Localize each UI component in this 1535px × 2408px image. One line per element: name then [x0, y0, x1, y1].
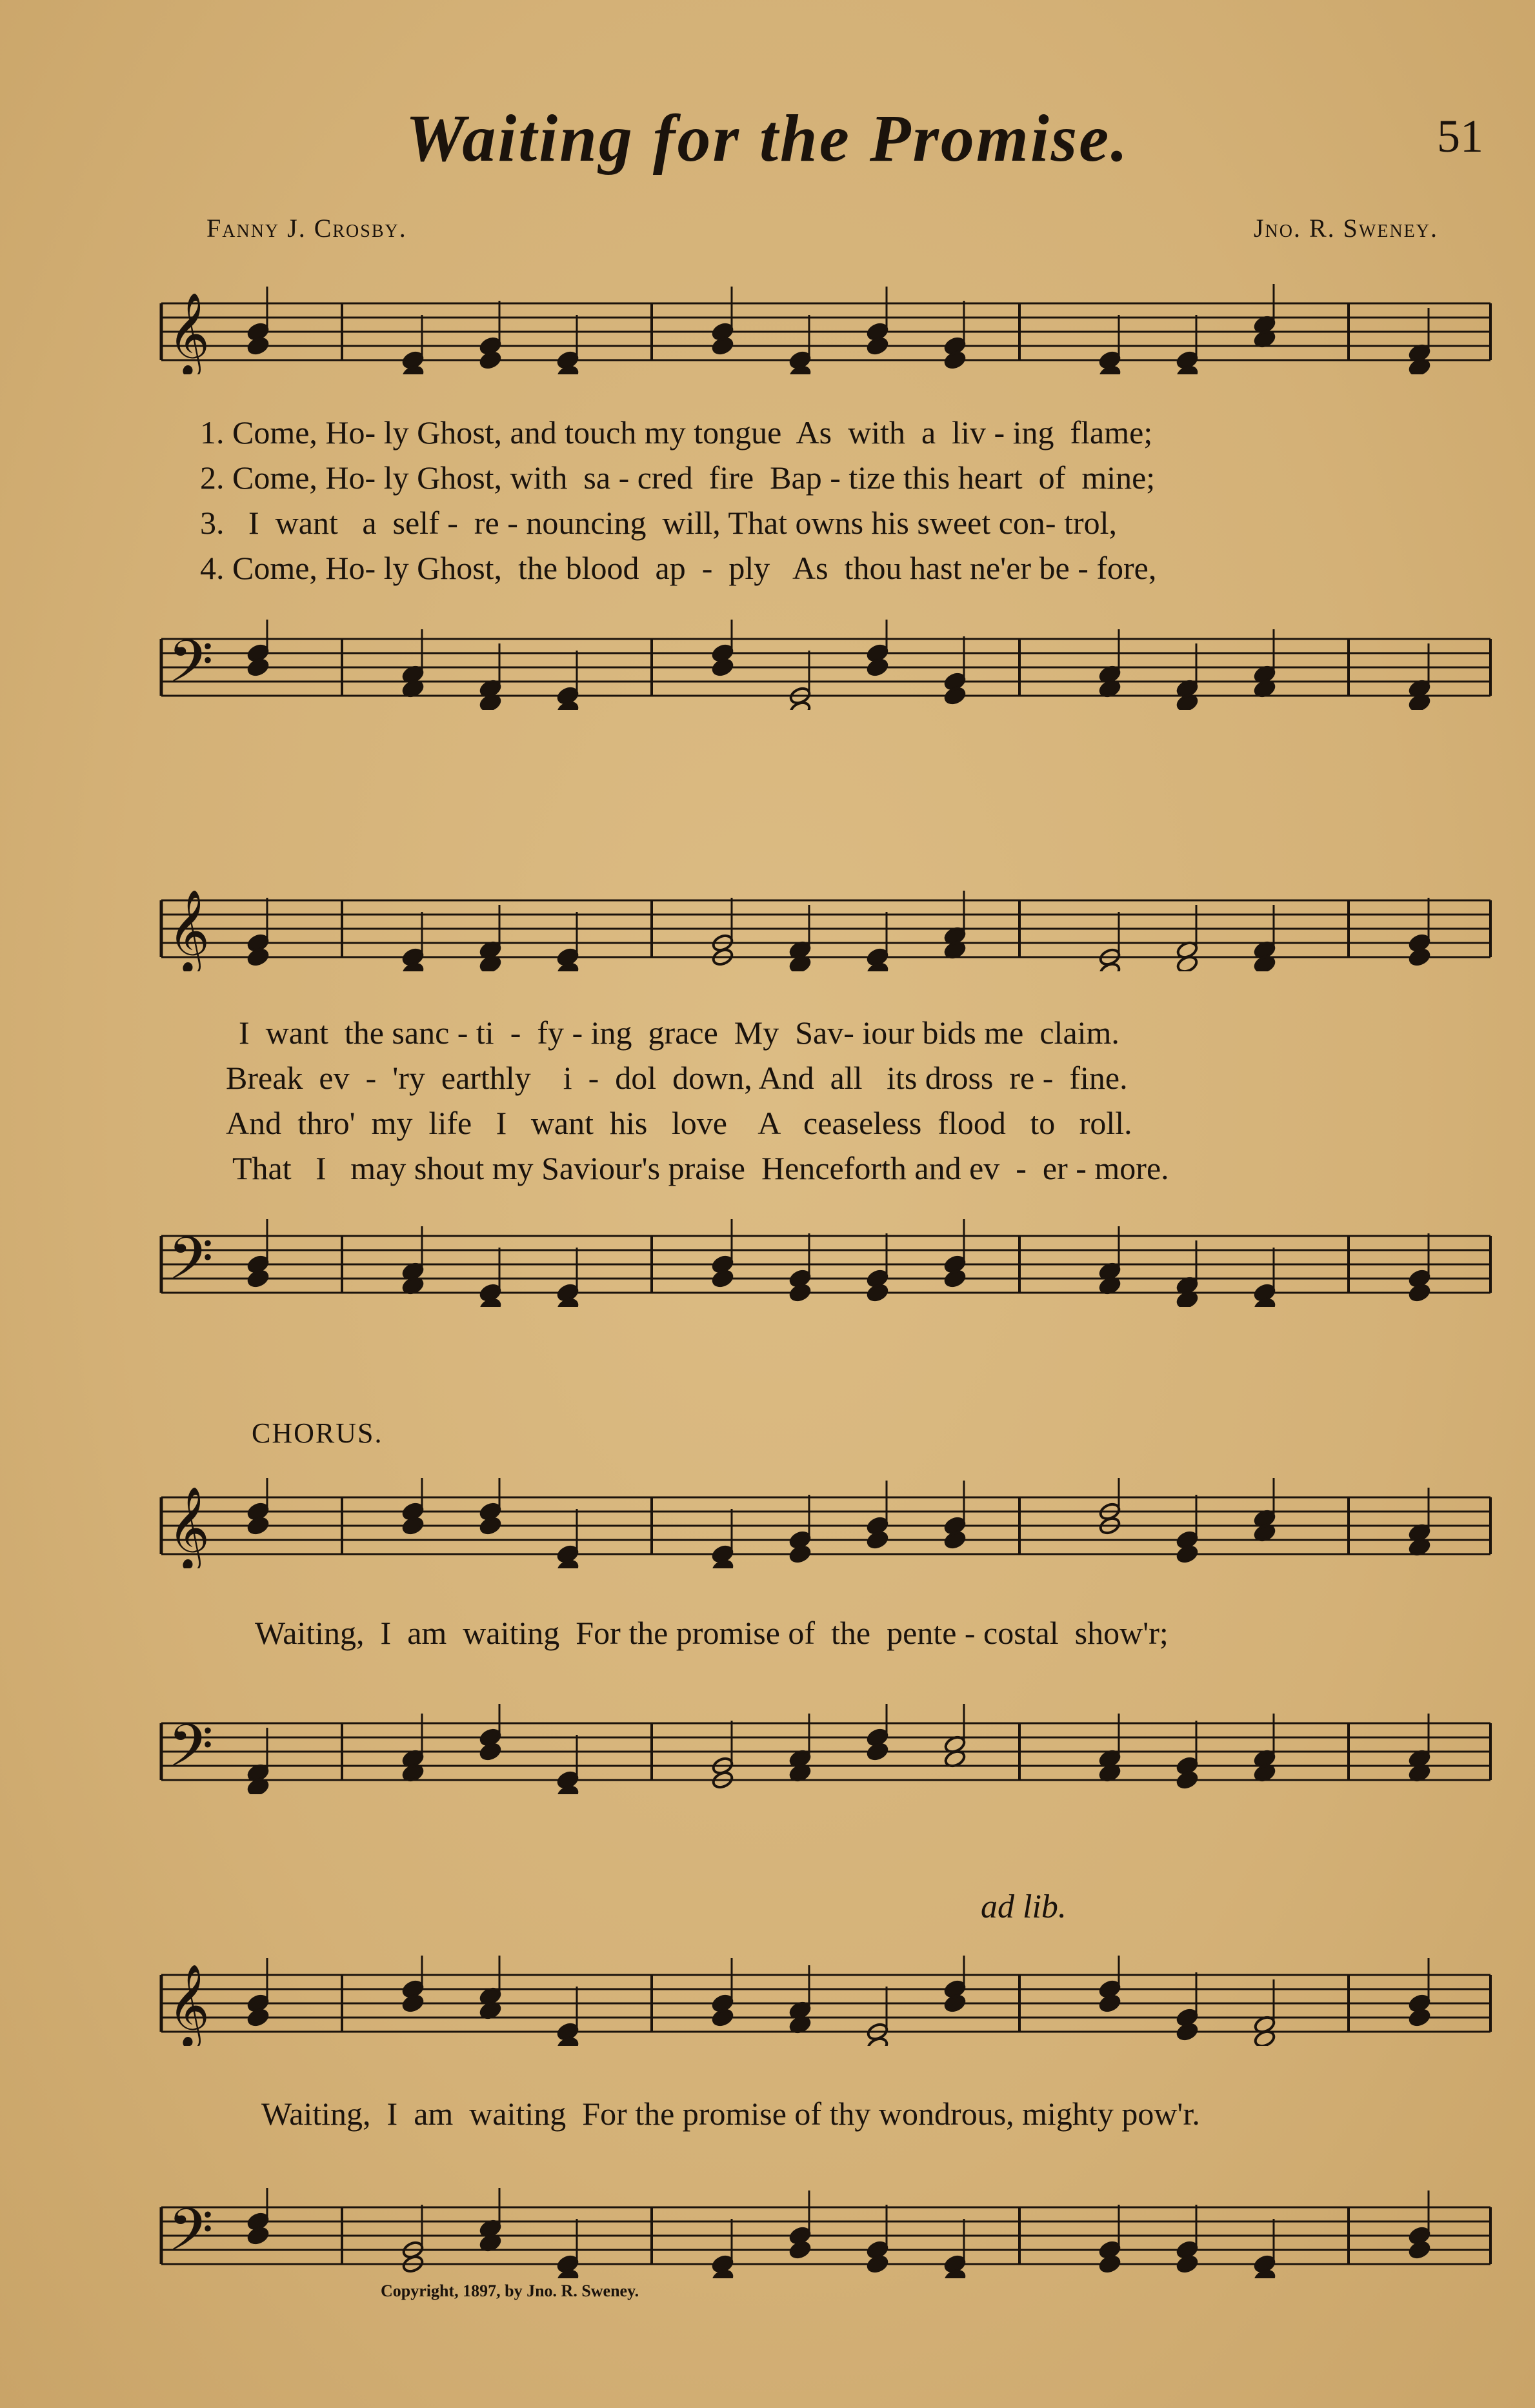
- note-head: [943, 350, 967, 370]
- note-head: [246, 658, 270, 678]
- note-head: [479, 1516, 502, 1536]
- note-head: [1408, 1283, 1431, 1303]
- note-head: [479, 350, 502, 370]
- note-head: [1176, 2254, 1199, 2274]
- bass-staff: [135, 620, 1497, 710]
- verse-2-line-a: 2. Come, Ho- ly Ghost, with sa - cred fire Bap - tize this heart of mine;: [200, 460, 1156, 496]
- note-head: [479, 1742, 502, 1762]
- note-head: [943, 1269, 967, 1289]
- treble-clef-icon: 𝄞: [168, 889, 210, 971]
- bass-clef-icon: 𝄢: [168, 1224, 214, 1307]
- verse-3-line-a: 3. I want a self - re - nouncing will, That owns his sweet con- trol,: [200, 505, 1117, 541]
- note-head: [866, 658, 889, 678]
- hymn-title: Waiting for the Promise.: [405, 101, 1130, 176]
- note-head: [246, 2008, 270, 2028]
- bass-staff: [135, 2188, 1497, 2278]
- note-head: [711, 658, 734, 678]
- copyright-notice: Copyright, 1897, by Jno. R. Sweney.: [381, 2282, 639, 2300]
- note-head: [1176, 1544, 1199, 1564]
- note-head: [943, 1530, 967, 1550]
- verse-1-line-a: 1. Come, Ho- ly Ghost, and touch my tongue As with a liv - ing flame;: [200, 414, 1153, 450]
- verse-2-line-b: Break ev - 'ry earthly i - dol down, And all its dross re - fine.: [226, 1060, 1128, 1096]
- note-head: [943, 686, 967, 706]
- note-head: [866, 336, 889, 356]
- chorus-label: CHORUS.: [252, 1417, 383, 1449]
- bass-staff: [135, 1217, 1497, 1307]
- verse-3-line-b: And thro' my life I want his love A ceaseless flood to roll.: [226, 1105, 1132, 1141]
- note-head: [866, 1530, 889, 1550]
- note-head: [788, 1544, 812, 1564]
- treble-clef-icon: 𝄞: [168, 1963, 210, 2046]
- treble-clef-icon: 𝄞: [168, 292, 210, 374]
- note-head: [943, 1994, 967, 2014]
- note-head: [788, 2240, 812, 2260]
- note-head: [711, 336, 734, 356]
- page-number: 51: [1437, 110, 1483, 162]
- note-head: [1408, 947, 1431, 967]
- treble-staff: [135, 1956, 1497, 2046]
- ad-lib-marking: ad lib.: [981, 1888, 1067, 1925]
- bass-staff: [135, 1704, 1497, 1794]
- note-head: [866, 2254, 889, 2274]
- verse-4-line-b: That I may shout my Saviour's praise Henceforth and ev - er - more.: [232, 1150, 1169, 1186]
- note-head: [1408, 2008, 1431, 2028]
- verse-4-line-a: 4. Come, Ho- ly Ghost, the blood ap - ply As thou hast ne'er be - fore,: [200, 550, 1157, 586]
- note-head: [711, 2008, 734, 2028]
- verse-1-line-b: I want the sanc - ti - fy - ing grace My Sav- iour bids me claim.: [239, 1015, 1119, 1051]
- note-head: [246, 336, 270, 356]
- bass-clef-icon: 𝄢: [168, 1712, 214, 1794]
- treble-staff: [135, 284, 1497, 374]
- chorus-line-2: Waiting, I am waiting For the promise of thy wondrous, mighty pow'r.: [261, 2096, 1200, 2132]
- note-head: [1098, 2254, 1121, 2274]
- note-head: [246, 1516, 270, 1536]
- note-head: [246, 947, 270, 967]
- note-head: [866, 1283, 889, 1303]
- note-head: [788, 1283, 812, 1303]
- note-head: [1176, 1770, 1199, 1790]
- chorus-line-1: Waiting, I am waiting For the promise of the pente - costal show'r;: [255, 1615, 1169, 1651]
- treble-staff: [135, 881, 1497, 971]
- note-head: [246, 2226, 270, 2246]
- note-head: [711, 1269, 734, 1289]
- lyricist-credit: Fanny J. Crosby.: [206, 214, 407, 243]
- note-head: [401, 1516, 425, 1536]
- composer-credit: Jno. R. Sweney.: [1253, 214, 1438, 243]
- note-head: [1408, 2240, 1431, 2260]
- note-head: [401, 1994, 425, 2014]
- bass-clef-icon: 𝄢: [168, 2196, 214, 2278]
- treble-clef-icon: 𝄞: [168, 1486, 210, 1568]
- bass-clef-icon: 𝄢: [168, 627, 214, 710]
- note-head: [246, 1269, 270, 1289]
- note-head: [1176, 2022, 1199, 2042]
- treble-staff: [135, 1478, 1497, 1568]
- note-head: [1098, 1994, 1121, 2014]
- note-head: [866, 1742, 889, 1762]
